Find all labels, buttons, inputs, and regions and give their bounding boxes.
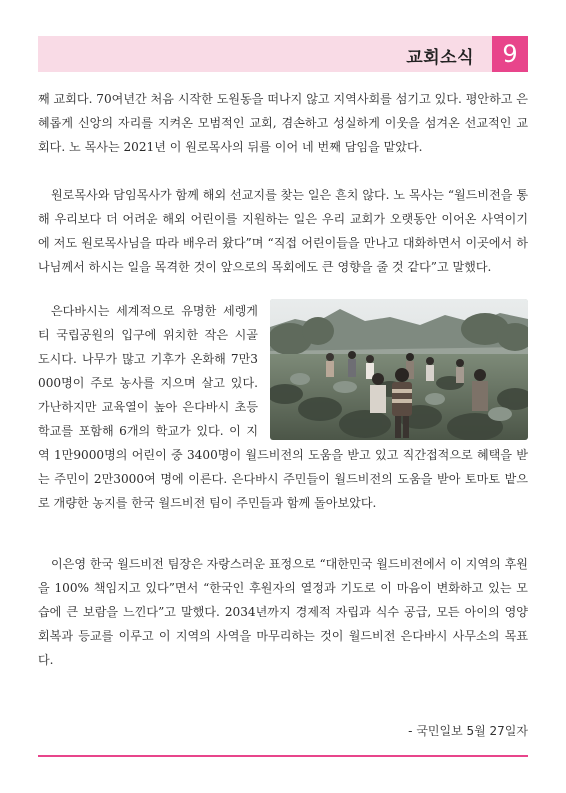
source-credit: - 국민일보 5월 27일자 — [408, 724, 528, 738]
field-photo-illustration — [270, 299, 528, 440]
section-header — [38, 36, 528, 72]
paragraph-3: 은다바시는 세계적으로 유명한 세렝게티 국립공원의 입구에 위치한 작은 시골 도시다. 나무가 많고 기후가 온화해 7만3000명이 주로 농사를 지으며 살고 있다. 가난하지만 교육열이 높아 은다바시 초등학교를 포함해 6개의 학교가 있다. 이 지역 1만9000명의 어린이 중 3400명이 월드비전의 도움을 받고 있고 직간접적으로 혜택을 받는 주민이 2만3000여 명에 이른다. 은다바시 주민들이 월드비전의 도움을 받아 토마토 밭으로 개량한 농지를 한국 월드비전 팀이 주민들과 함께 돌아보았다. — [38, 304, 528, 510]
paragraph-2: 원로목사와 담임목사가 함께 해외 선교지를 찾는 일은 흔치 않다. 노 목사는 “월드비전을 통해 우리보다 더 어려운 해외 어린이를 지원하는 일은 우리 교회가 오랫동안 이어온 사역이기에 저도 원로목사님을 따라 배우러 왔다”며 “직접 어린이들을 만나고 대화하면서 이곳에서 하나님께서 하시는 일을 목격한 것이 앞으로의 목회에도 큰 영향을 줄 것 같다”고 말했다. — [38, 188, 528, 274]
field-photo — [270, 299, 528, 440]
paragraph-1: 째 교회다. 70여년간 처음 시작한 도원동을 떠나지 않고 지역사회를 섬기고 있다. 평안하고 은혜롭게 신앙의 자리를 지켜온 모범적인 교회, 겸손하고 성실하게 이웃을 섬겨온 선교적인 교회다. 노 목사는 2021년 이 원로목사의 뒤를 이어 네 번째 담임을 맡았다. — [38, 92, 528, 154]
paragraph-4: 이은영 한국 월드비전 팀장은 자랑스러운 표정으로 “대한민국 월드비전에서 이 지역의 후원을 100% 책임지고 있다”면서 “한국인 후원자의 열정과 기도로 이 마음이 변화하고 있는 모습에 큰 보람을 느낀다”고 말했다. 2034년까지 경제적 자립과 식수 공급, 모든 아이의 영양 회복과 등교를 이루고 이 지역의 사역을 마무리하는 것이 월드비전 은다바시 사무소의 목표다. — [38, 557, 528, 667]
footer-divider — [38, 755, 528, 757]
section-title: 교회소식 — [406, 48, 474, 68]
photo-text-block — [38, 299, 528, 515]
page-number-badge: 9 — [492, 36, 528, 72]
